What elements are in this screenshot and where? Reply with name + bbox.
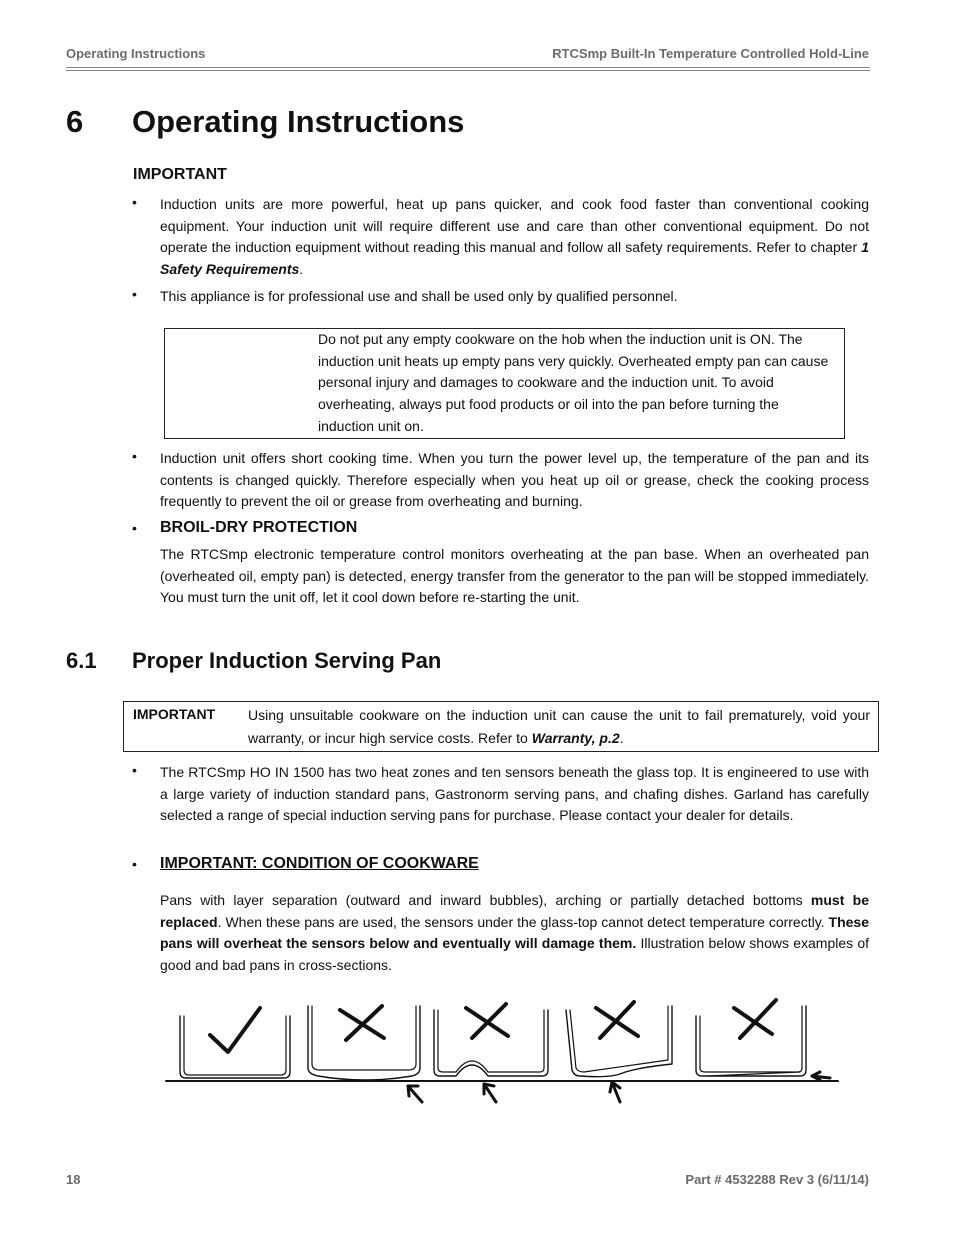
bullet-dot: •	[132, 762, 137, 778]
bullet-induction-power	[160, 194, 869, 281]
important-heading: IMPORTANT	[133, 166, 227, 183]
page-number: 18	[66, 1172, 81, 1187]
bullet-dot: •	[132, 520, 137, 536]
condition-heading: IMPORTANT: CONDITION OF COOKWARE	[160, 855, 479, 872]
bullet-professional-use: This appliance is for professional use and shall be used only by qualified personnel.	[160, 288, 678, 304]
arrow-icon	[812, 1072, 830, 1080]
condition-text	[160, 890, 869, 977]
bullet-text: Induction units are more powerful, heat up pans quicker, and cook food faster than conventional cooking equipment. Your induction unit will require different use and care than other conventional equipment. Do not operate the induction equipment without reading this manual and follow all safety requirements. Refer to chapter	[160, 196, 869, 256]
chapter-number: 6	[66, 104, 84, 139]
important-box-text	[248, 704, 870, 750]
warranty-reference: Warranty, p.2	[531, 730, 620, 746]
important-box	[123, 701, 879, 752]
bullet-dot: •	[132, 856, 137, 872]
section-number: 6.1	[66, 648, 97, 673]
important-box-text-main: Using unsuitable cookware on the induction unit can cause the unit to fail prematurely, void your warranty, or incur high service costs. Refer to	[248, 707, 870, 746]
cross-icon	[734, 1000, 776, 1038]
condition-bold-1: must be replaced	[160, 892, 869, 930]
bad-pan-outward-bubble-icon	[308, 1006, 422, 1102]
pan-cross-section-illustration	[160, 990, 850, 1105]
header-rule-second	[66, 70, 870, 71]
arrow-icon	[484, 1084, 496, 1102]
chapter-reference: 1 Safety Requirements	[160, 239, 869, 278]
bad-pan-arched-bottom-icon	[566, 1002, 672, 1102]
header-right: RTCSmp Built-In Temperature Controlled Hold-Line	[552, 46, 869, 61]
bullet-dot: •	[132, 448, 137, 464]
bullet-short-cooking: Induction unit offers short cooking time. When you turn the power level up, the temperature of the pan and its contents is changed quickly. Therefore especially when you heat up oil or grease, check the cooking process frequently to prevent the oil or grease from overheating and burning.	[160, 450, 869, 510]
checkmark-icon	[210, 1008, 260, 1052]
important-box-text-end: .	[619, 730, 624, 746]
arrow-icon	[408, 1086, 422, 1102]
condition-text-1: Pans with layer separation (outward and inward bubbles), arching or partially detached bottoms	[160, 892, 811, 908]
broil-dry-heading: BROIL-DRY PROTECTION	[160, 519, 358, 536]
bad-pan-detached-bottom-icon	[696, 1000, 830, 1080]
condition-text-3: Illustration below shows examples of good and bad pans in cross-sections.	[160, 935, 870, 974]
cross-icon	[340, 1006, 384, 1040]
arrow-icon	[610, 1082, 620, 1102]
header-rule	[66, 67, 870, 68]
section-title	[66, 648, 441, 674]
bullet-dot: •	[132, 194, 137, 210]
section-title-text: Proper Induction Serving Pan	[132, 648, 442, 673]
bullet-dot: •	[132, 286, 137, 302]
important-box-label: IMPORTANT	[133, 706, 216, 722]
bullet-rtcsmp: The RTCSmp HO IN 1500 has two heat zones and ten sensors beneath the glass top. It is engineered to use with a large variety of induction standard pans, Gastronorm serving pans, and chafing dishes. Garland has carefully selected a range of special induction serving pans for purchase. Please contact your dealer for details.	[160, 764, 869, 824]
broil-dry-text: The RTCSmp electronic temperature control monitors overheating at the pan base. When an overheated pan (overheated oil, empty pan) is detected, energy transfer from the generator to the pan will be stopped immediately. You must turn the unit off, let it cool down before re-starting the unit.	[160, 546, 869, 606]
condition-text-2: . When these pans are used, the sensors under the glass-top cannot detect temperature correctly.	[217, 913, 829, 930]
header-left: Operating Instructions	[66, 46, 206, 61]
warning-box	[164, 328, 845, 439]
chapter-title	[66, 104, 464, 140]
good-pan-icon	[180, 1008, 290, 1078]
condition-bold-2: These pans will overheat the sensors below and eventually will damage them.	[160, 913, 869, 952]
part-number: Part # 4532288 Rev 3 (6/11/14)	[685, 1172, 869, 1187]
bad-pan-inward-bubble-icon	[434, 1004, 548, 1102]
warning-text: Do not put any empty cookware on the hob when the induction unit is ON. The induction unit heats up empty pans very quickly. Overheated empty pan can cause personal injury and damages to cookware and the induction unit. To avoid overheating, always put food products or oil into the pan before turning the induction unit on.	[318, 331, 829, 434]
cross-icon	[596, 1002, 638, 1038]
cross-icon	[466, 1004, 508, 1038]
bullet-text-end: .	[299, 261, 304, 278]
chapter-title-text: Operating Instructions	[132, 104, 465, 139]
